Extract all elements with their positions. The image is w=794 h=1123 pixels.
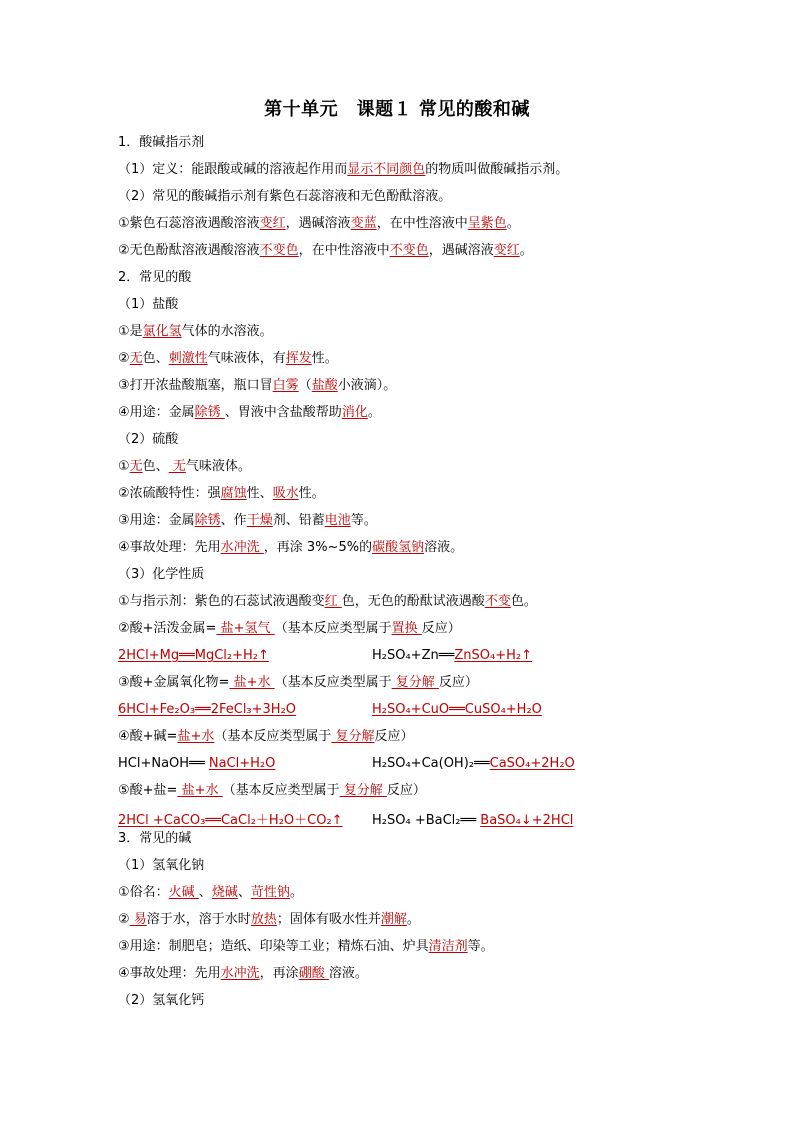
answer-text: 烧碱 <box>211 885 238 900</box>
text-segment: 3．常见的碱 <box>118 831 192 846</box>
answer-text: 变红 <box>493 243 520 258</box>
answer-text: 复分解 <box>339 783 387 798</box>
answer-text: 置换 <box>391 621 422 636</box>
text-segment: ② <box>118 351 130 366</box>
answer-text: 盐酸 <box>311 378 338 393</box>
text-line <box>118 242 533 260</box>
answer-text: 清洁剂 <box>428 939 468 954</box>
answer-text: 红 <box>324 594 342 609</box>
text-line <box>118 539 463 557</box>
text-segment: ⑤酸+盐= <box>118 783 178 798</box>
text-segment: ②酸+活泼金属= <box>118 621 217 636</box>
text-segment: ②无色酚酞溶液遇酸溶液 <box>118 243 260 258</box>
text-line <box>118 269 191 287</box>
text-segment: ④酸+碱= <box>118 729 178 744</box>
text-segment: H₂SO₄+Ca(OH)₂══ <box>372 756 490 771</box>
text-line <box>118 161 568 179</box>
text-line <box>118 296 178 314</box>
answer-text: 无 <box>168 459 186 474</box>
text-line <box>118 965 368 983</box>
answer-text: 无 <box>129 351 143 366</box>
text-line <box>118 755 575 773</box>
text-line <box>118 728 414 746</box>
text-line <box>118 566 204 584</box>
answer-text: 消化 <box>341 405 368 420</box>
text-segment: 的物质叫做酸碱指示剂。 <box>425 162 569 177</box>
text-line <box>118 485 325 503</box>
text-segment: 。 <box>506 216 520 231</box>
text-line <box>118 620 461 638</box>
text-line <box>118 674 478 692</box>
text-line <box>118 782 426 800</box>
text-segment: ③打开浓盐酸瓶塞，瓶口冒 <box>118 378 273 393</box>
answer-text: 碳酸氢钠 <box>372 540 425 555</box>
text-segment: ，再涂 <box>259 966 299 981</box>
answer-text: 显示不同颜色 <box>347 162 426 177</box>
text-segment: （基本反应类型属于 <box>214 729 332 744</box>
text-line <box>118 593 537 611</box>
text-segment: 等。 <box>467 939 494 954</box>
text-segment: 反应） <box>438 675 478 690</box>
answer-text: 易 <box>129 912 147 927</box>
text-segment: 性。 <box>298 486 325 501</box>
text-line <box>118 323 273 341</box>
text-line <box>118 350 338 368</box>
answer-text: 氯化氢 <box>142 324 182 339</box>
answer-text: 潮解 <box>380 912 407 927</box>
answer-text: 呈紫色 <box>467 216 507 231</box>
equation-column-2 <box>372 701 542 719</box>
text-segment: 气体的水溶液。 <box>181 324 273 339</box>
text-segment: ，在中性溶液中 <box>376 216 468 231</box>
text-segment: （2）氢氧化钙 <box>118 993 205 1008</box>
text-segment: 。 <box>519 243 533 258</box>
text-line <box>118 647 532 665</box>
text-segment: 剂、铅蓄 <box>272 513 325 528</box>
text-line <box>118 938 494 956</box>
text-segment: 、 <box>237 885 251 900</box>
text-line <box>118 188 451 206</box>
answer-text: 盐+水 <box>177 729 215 744</box>
equation-column-2 <box>372 647 532 665</box>
text-line <box>118 911 420 929</box>
text-segment: 2．常见的酸 <box>118 270 192 285</box>
answer-text: 无 <box>129 459 143 474</box>
text-line <box>118 404 381 422</box>
text-segment: ①紫色石蕊溶液遇酸溶液 <box>118 216 260 231</box>
text-segment: 、 <box>198 885 212 900</box>
text-segment: （2）常见的酸碱指示剂有紫色石蕊溶液和无色酚酞溶液。 <box>118 189 452 204</box>
answer-text: 挥发 <box>285 351 312 366</box>
answer-text: 变红 <box>259 216 286 231</box>
answer-text: 复分解 <box>331 729 375 744</box>
text-segment: 气味液体，有 <box>207 351 286 366</box>
text-segment: 溶液。 <box>328 966 368 981</box>
text-segment: 1．酸碱指示剂 <box>118 135 205 150</box>
text-segment: ④事故处理：先用 <box>118 540 221 555</box>
answer-text: 刺激性 <box>168 351 208 366</box>
text-segment: （ <box>298 378 312 393</box>
text-segment: 。 <box>406 912 420 927</box>
text-segment: （3）化学性质 <box>118 567 205 582</box>
text-line <box>118 215 520 233</box>
text-segment: （基本反应类型属于 <box>222 783 340 798</box>
answer-text: 除锈 <box>194 405 225 420</box>
answer-text: BaSO₄↓+2HCl <box>480 813 574 828</box>
page-title: 第十单元 课题１ 常见的酸和碱 <box>264 99 530 120</box>
text-segment: 溶液。 <box>424 540 464 555</box>
equation-column-2 <box>372 755 575 773</box>
text-segment: 色、 <box>142 351 169 366</box>
answer-text: ZnSO₄+H₂↑ <box>454 648 532 663</box>
text-segment: （2）硫酸 <box>118 432 179 447</box>
text-segment: H₂SO₄+Zn══ <box>372 648 455 663</box>
text-segment: 等。 <box>350 513 377 528</box>
text-line <box>118 857 204 875</box>
text-segment: 色、 <box>142 459 169 474</box>
text-segment: ；固体有吸水性并 <box>276 912 381 927</box>
text-line <box>118 830 191 848</box>
answer-text: 2HCl+Mg══MgCl₂+H₂↑ <box>118 648 269 663</box>
answer-text: 吸水 <box>272 486 299 501</box>
text-segment: ③用途：制肥皂；造纸、印染等工业；精炼石油、炉具 <box>118 939 429 954</box>
text-segment: ① <box>118 459 130 474</box>
text-segment: （基本反应类型属于 <box>274 675 392 690</box>
text-line <box>118 458 251 476</box>
answer-text: 不变色 <box>259 243 299 258</box>
answer-text: 不变 <box>484 594 511 609</box>
answer-text: 盐+水 <box>229 675 275 690</box>
text-line <box>118 134 204 152</box>
answer-text: 电池 <box>324 513 351 528</box>
text-line <box>118 377 396 395</box>
answer-text: 6HCl+Fe₂O₃══2FeCl₃+3H₂O <box>118 702 297 717</box>
text-segment: ，遇碱溶液 <box>428 243 494 258</box>
text-segment: （基本反应类型属于 <box>274 621 392 636</box>
text-segment: ，遇碱溶液 <box>285 216 351 231</box>
text-segment: ，再涂 3%~5%的 <box>263 540 373 555</box>
text-segment: ④事故处理：先用 <box>118 966 221 981</box>
answer-text: 除锈 <box>194 513 221 528</box>
answer-text: 硼酸 <box>298 966 329 981</box>
answer-text: 2HCl +CaCO₃══CaCl₂＋H₂O＋CO₂↑ <box>118 813 343 828</box>
text-line <box>118 431 178 449</box>
answer-text: 盐+氢气 <box>216 621 275 636</box>
text-segment: 、胃液中含盐酸帮助 <box>224 405 342 420</box>
text-segment: ，在中性溶液中 <box>298 243 390 258</box>
text-segment: H₂SO₄ +BaCl₂══ <box>372 813 481 828</box>
text-line <box>118 992 204 1010</box>
text-segment: ② <box>118 912 130 927</box>
text-segment: （1）氢氧化钠 <box>118 858 205 873</box>
answer-text: 不变色 <box>389 243 429 258</box>
text-segment: 反应） <box>421 621 461 636</box>
answer-text: 腐蚀 <box>220 486 247 501</box>
text-segment: ①俗名： <box>118 885 169 900</box>
text-segment: ③用途：金属 <box>118 513 195 528</box>
text-line <box>118 701 542 719</box>
equation-column-2 <box>372 812 573 830</box>
answer-text: 变蓝 <box>350 216 377 231</box>
text-segment: 、作 <box>220 513 247 528</box>
text-line <box>118 512 377 530</box>
answer-text: 水冲洗 <box>220 966 260 981</box>
text-segment: 溶于水，溶于水时 <box>146 912 251 927</box>
text-segment: 性。 <box>311 351 338 366</box>
answer-text: 白雾 <box>272 378 299 393</box>
answer-text: CaSO₄+2H₂O <box>489 756 575 771</box>
answer-text: 复分解 <box>391 675 439 690</box>
answer-text: 放热 <box>250 912 277 927</box>
text-segment: 反应） <box>374 729 414 744</box>
text-segment: HCl+NaOH══ <box>118 756 209 771</box>
text-segment: （1）盐酸 <box>118 297 179 312</box>
text-segment: 性、 <box>246 486 273 501</box>
text-segment: ①是 <box>118 324 143 339</box>
text-segment: ③酸+金属氧化物= <box>118 675 230 690</box>
text-segment: ④用途：金属 <box>118 405 195 420</box>
answer-text: 火碱 <box>168 885 199 900</box>
answer-text: 苛性钠 <box>250 885 290 900</box>
answer-text: 水冲洗 <box>220 540 264 555</box>
text-segment: 色，无色的酚酞试液遇酸 <box>341 594 485 609</box>
text-segment: 。 <box>367 405 381 420</box>
text-segment: 。 <box>289 885 303 900</box>
text-segment: ①与指示剂：紫色的石蕊试液遇酸变 <box>118 594 325 609</box>
text-segment: （1）定义：能跟酸或碱的溶液起作用而 <box>118 162 348 177</box>
text-line <box>118 812 574 830</box>
text-segment: 气味液体。 <box>185 459 251 474</box>
answer-text: 干燥 <box>246 513 273 528</box>
text-segment: 小液滴）。 <box>337 378 397 393</box>
answer-text: NaCl+H₂O <box>208 756 276 771</box>
answer-text: 盐+水 <box>177 783 223 798</box>
answer-text: H₂SO₄+CuO══CuSO₄+H₂O <box>372 702 542 717</box>
text-segment: ②浓硫酸特性：强 <box>118 486 221 501</box>
text-line <box>118 884 303 902</box>
text-segment: 色。 <box>510 594 537 609</box>
text-segment: 反应） <box>386 783 426 798</box>
